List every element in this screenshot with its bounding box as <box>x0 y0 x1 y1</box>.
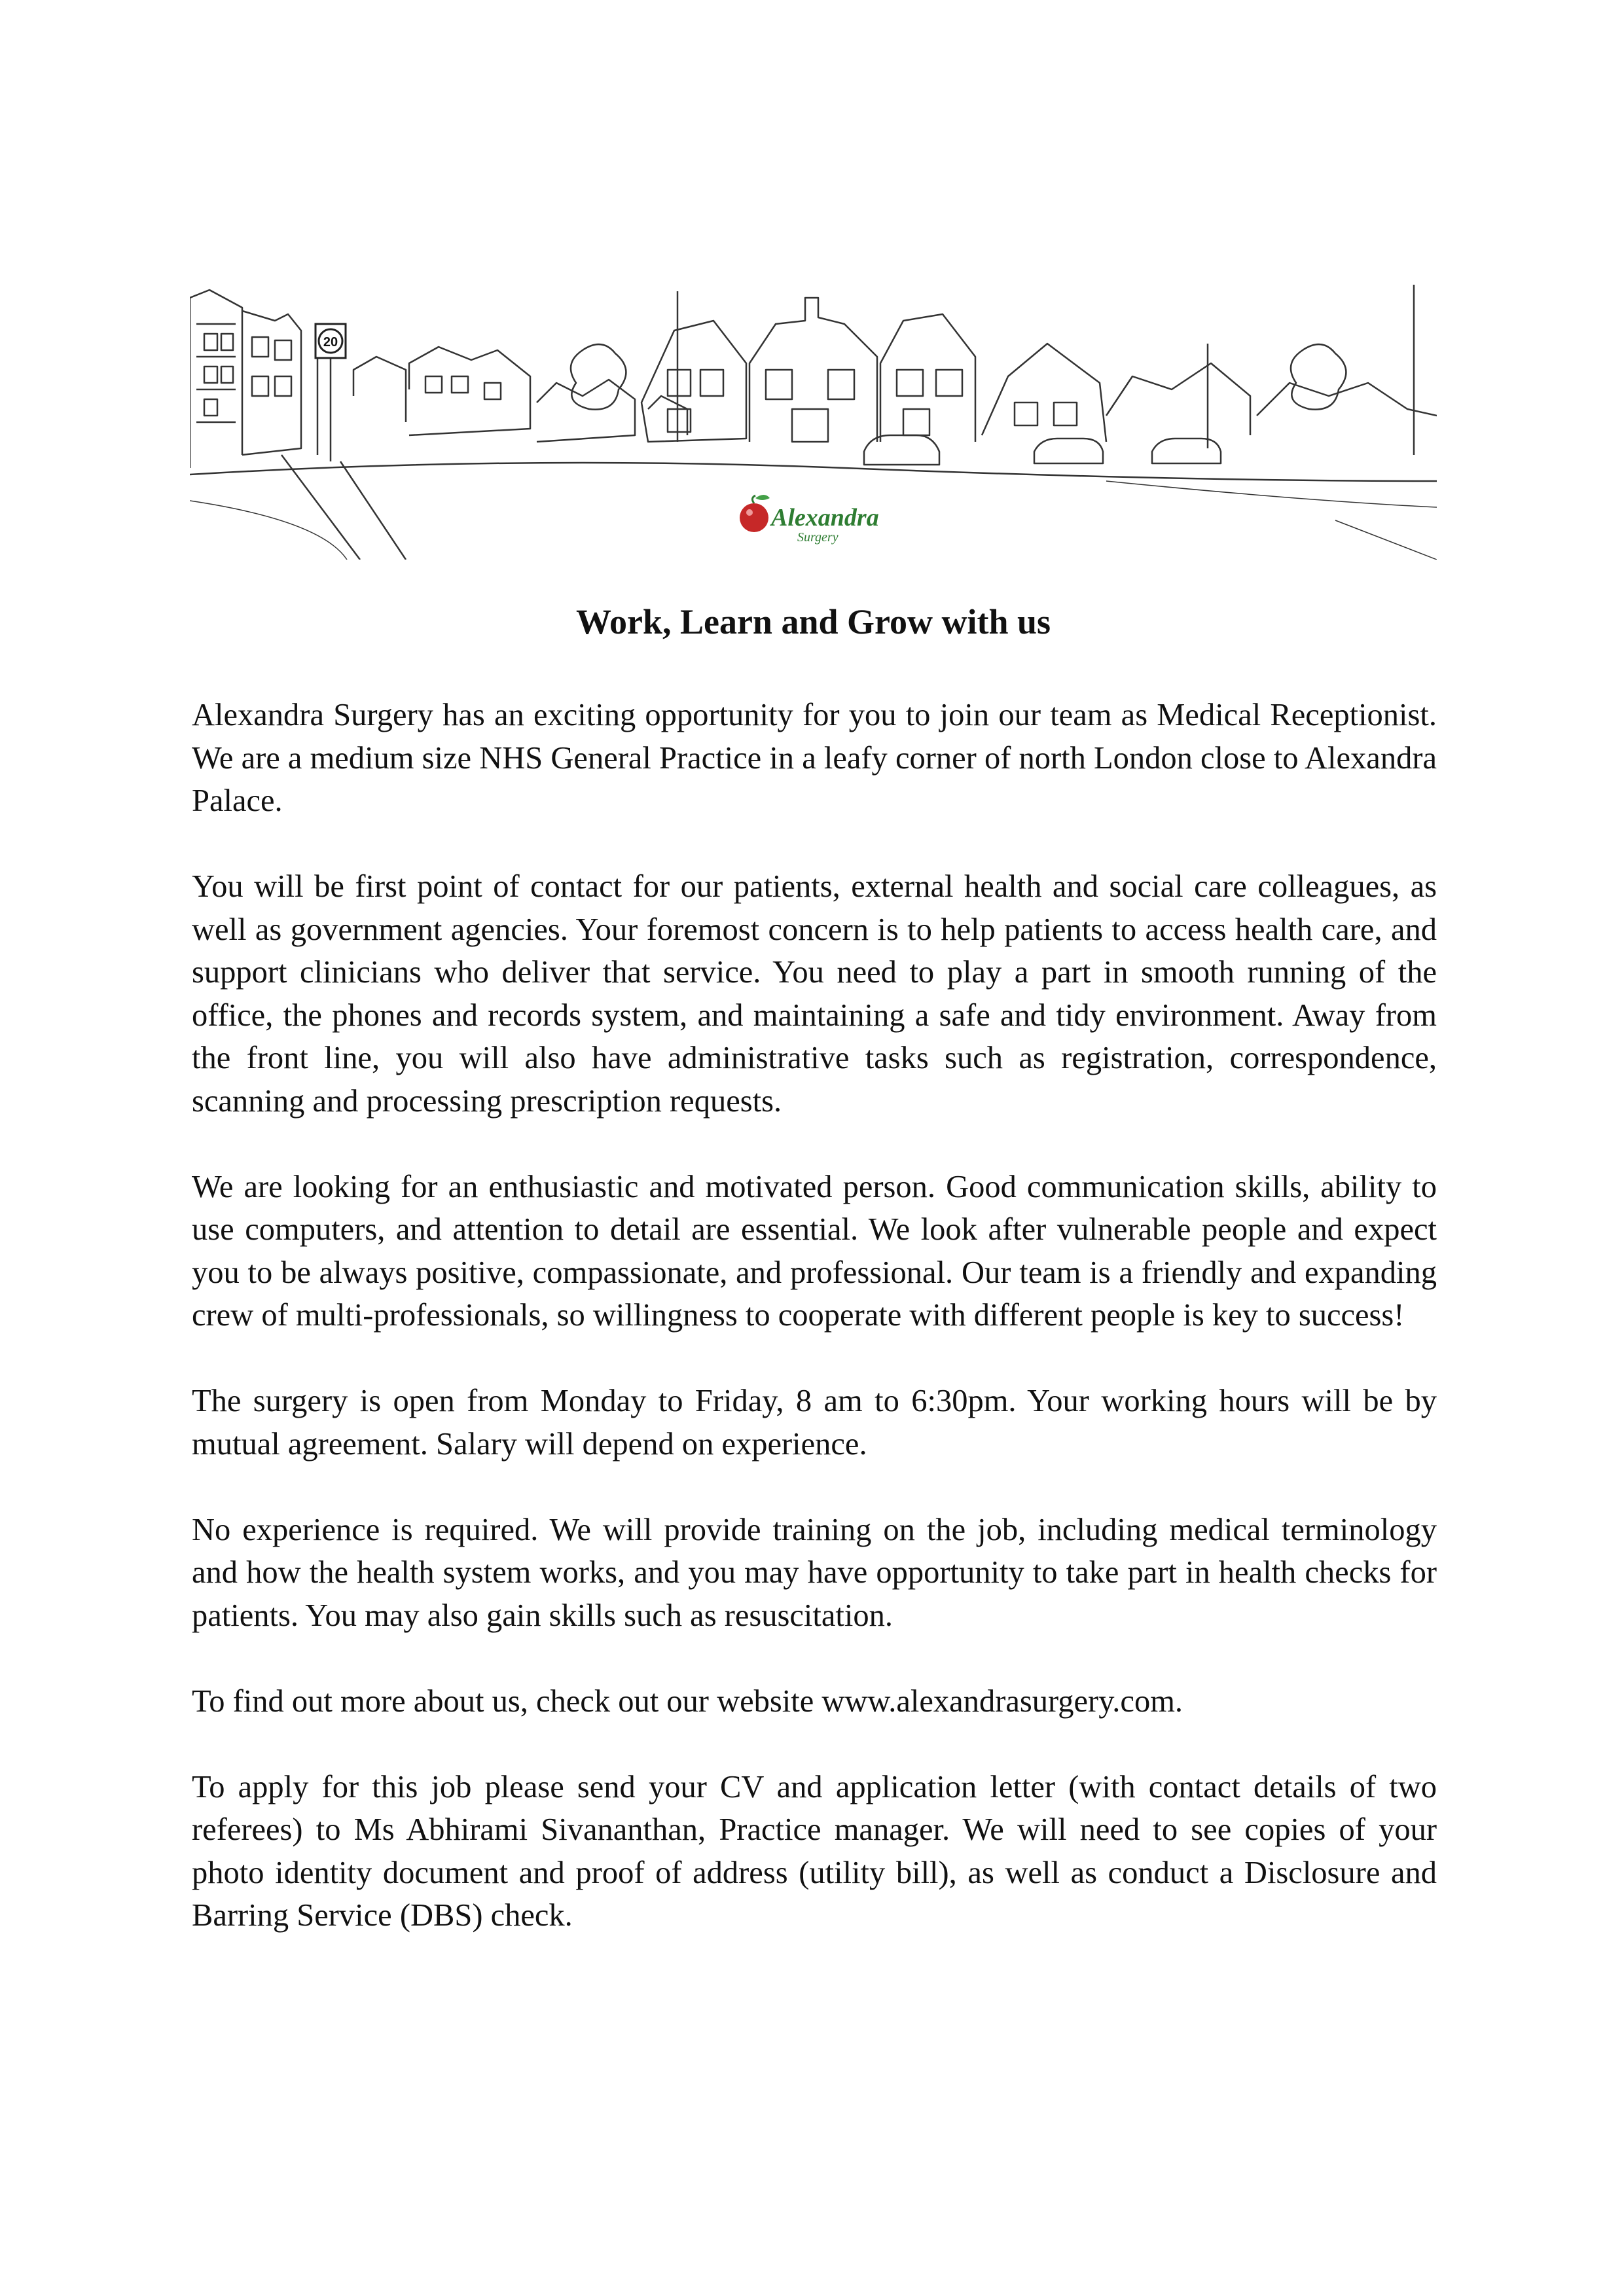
svg-text:Alexandra: Alexandra <box>771 504 879 531</box>
speed-limit-sign-icon <box>316 324 346 358</box>
street-sketch-banner <box>190 285 1437 560</box>
alexandra-surgery-logo <box>740 495 879 545</box>
paragraph-intro: Alexandra Surgery has an exciting opportunity for you to join our team as Medical Receptionist. We are a medium size NHS General Practice in a leafy corner of north London close to Alexandra Palace. <box>192 698 1437 818</box>
paragraph-hours-salary: The surgery is open from Monday to Friday, 8 am to 6:30pm. Your working hours will be by mutual agreement. Salary will depend on experience. <box>192 1384 1437 1462</box>
body-text <box>192 694 1437 1980</box>
svg-text:Surgery: Surgery <box>797 530 839 545</box>
paragraph-requirements: We are looking for an enthusiastic and motivated person. Good communication skills, ability to use computers, and attention to detail are essential. We look after vulnerable people and expect you to be always positive, compassionate, and professional. Our team is a friendly and expanding crew of multi-professionals, so willingness to cooperate with different people is key to success! <box>192 1169 1437 1333</box>
paragraph-how-to-apply: To apply for this job please send your CV and application letter (with contact details of two referees) to Ms Abhirami Sivananthan, Practice manager. We will need to see copies of your photo identity document and proof of address (utility bill), as well as conduct a Disclosure and Barring Service (DBS) check. <box>192 1769 1437 1933</box>
paragraph-website: To find out more about us, check out our website www.alexandrasurgery.com. <box>192 1683 1183 1719</box>
paragraph-training: No experience is required. We will provide training on the job, including medical terminology and how the health system works, and you may have opportunity to take part in health checks for patients. You may also gain skills such as resuscitation. <box>192 1512 1437 1633</box>
street-sketch-illustration <box>190 285 1437 560</box>
page-title: Work, Learn and Grow with us <box>575 602 1051 641</box>
paragraph-role-duties: You will be first point of contact for our patients, external health and social care colleagues, as well as government agencies. Your foremost concern is to help patients to access health care, and support clinicians who deliver that service. You need to play a part in smooth running of the office, the phones and records system, and maintaining a safe and tidy environment. Away from the front line, you will also have administrative tasks such as registration, correspondence, scanning and processing prescription requests. <box>192 869 1437 1119</box>
svg-text:20: 20 <box>323 335 338 350</box>
